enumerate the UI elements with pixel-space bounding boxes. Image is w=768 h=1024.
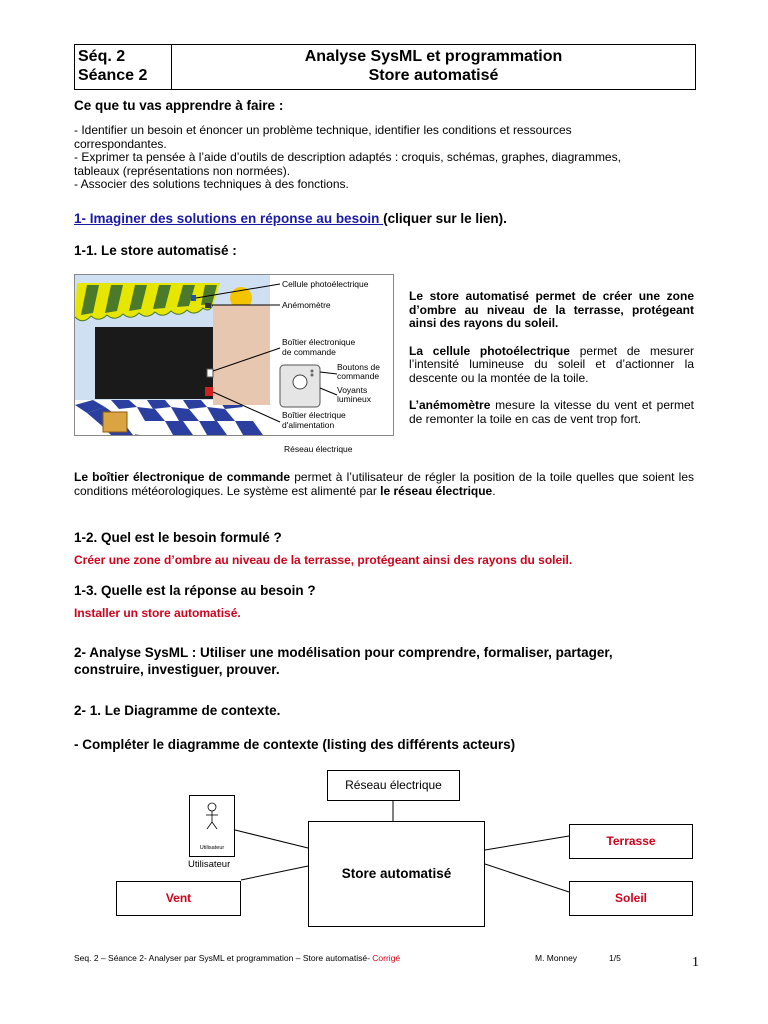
footer-corrige: Corrigé [372, 953, 401, 963]
label-anemometre: Anémomètre [282, 300, 331, 310]
question-1-2: 1-2. Quel est le besoin formulé ? [74, 530, 282, 545]
footer-text [74, 953, 400, 963]
section2-heading-line2: construire, investiguer, prouver. [74, 662, 280, 677]
link-suffix: (cliquer sur le lien). [383, 211, 507, 226]
boitier-end: . [492, 483, 496, 498]
actor-vent: Vent [116, 881, 241, 916]
desc-anemometre-bold: L’anémomètre [409, 398, 491, 412]
label-voyants-1: Voyants [337, 385, 368, 395]
footer-main: Seq. 2 – Séance 2- Analyser par SysML et programmation – Store automatisé- [74, 953, 373, 963]
system-store: Store automatisé [308, 821, 485, 927]
stick-figure-icon [190, 796, 234, 836]
page-number: 1 [692, 955, 699, 970]
label-boutons-2: commande [337, 371, 380, 381]
solutions-link[interactable]: 1- Imaginer des solutions en réponse au besoin [74, 211, 384, 226]
intro-line: tableaux (représentations non normées). [74, 163, 291, 178]
intro-line: - Identifier un besoin et énoncer un problème technique, identifier les conditions et ressources [74, 123, 572, 137]
header-title-line1: Analyse SysML et programmation [304, 48, 563, 65]
label-boitier-alim-2: d'alimentation [282, 420, 335, 430]
label-boitier-cmd-1: Boîtier électronique [282, 337, 356, 347]
actor-terrasse: Terrasse [569, 824, 693, 859]
utilisateur-label: Utilisateur [188, 859, 231, 870]
header-title-line2: Store automatisé [368, 67, 499, 84]
label-boutons-1: Boutons de [337, 362, 381, 372]
label-voyants-2: lumineux [337, 394, 372, 404]
footer-author: M. Monney [535, 953, 578, 963]
intro-line: correspondantes. [74, 136, 167, 151]
section2-heading-line1: 2- Analyse SysML : Utiliser une modélisation pour comprendre, formaliser, partager, [74, 645, 613, 660]
section1-1-heading: 1-1. Le store automatisé : [74, 243, 237, 258]
intro-heading: Ce que tu vas apprendre à faire : [74, 98, 284, 113]
section2-1-heading: 2- 1. Le Diagramme de contexte. [74, 703, 281, 718]
intro-line: - Associer des solutions techniques à des fonctions. [74, 177, 349, 191]
diagram-instruction: - Compléter le diagramme de contexte (listing des différents acteurs) [74, 737, 516, 752]
label-cellule: Cellule photoélectrique [282, 279, 369, 289]
desc-cellule-rest: permet de mesurer l’intensité lumineuse du soleil et d’actionner la descente ou la montée de la toile. [409, 343, 694, 385]
desc-cellule-bold: La cellule photoélectrique [409, 343, 570, 358]
actor-utilisateur-box [189, 795, 235, 857]
boitier-bold: Le boîtier électronique de commande [74, 470, 291, 484]
answer-1-3: Installer un store automatisé. [74, 606, 241, 620]
header-seance: Séance 2 [78, 67, 148, 84]
label-boitier-alim-1: Boîtier électrique [282, 410, 346, 420]
label-boitier-cmd-2: de commande [282, 347, 336, 357]
intro-line: - Exprimer ta pensée à l’aide d’outils de description adaptés : croquis, schémas, graphes, diagrammes, [74, 150, 621, 164]
answer-1-2: Créer une zone d’ombre au niveau de la terrasse, protégeant ainsi des rayons du soleil. [74, 553, 573, 567]
actor-reseau: Réseau électrique [327, 770, 460, 801]
footer-pages: 1/5 [609, 953, 621, 963]
boitier-bold2: le réseau électrique [380, 483, 493, 498]
desc-anemometre-rest: mesure la vitesse du vent et permet de remonter la toile en cas de vent trop fort. [409, 398, 694, 426]
desc-store: Le store automatisé permet de créer une zone d’ombre au niveau de la terrasse, protégeant ainsi des rayons du soleil. [409, 289, 694, 330]
label-reseau: Réseau électrique [284, 444, 353, 454]
utilisateur-small-label: Utilisateur [199, 845, 225, 851]
boitier-rest: permet à l’utilisateur de régler la position de la toile quelles que soient les conditions météorologiques. Le système est alimenté par [74, 470, 694, 498]
question-1-3: 1-3. Quelle est la réponse au besoin ? [74, 583, 316, 598]
actor-soleil: Soleil [569, 881, 693, 916]
header-seq: Séq. 2 [78, 48, 126, 65]
